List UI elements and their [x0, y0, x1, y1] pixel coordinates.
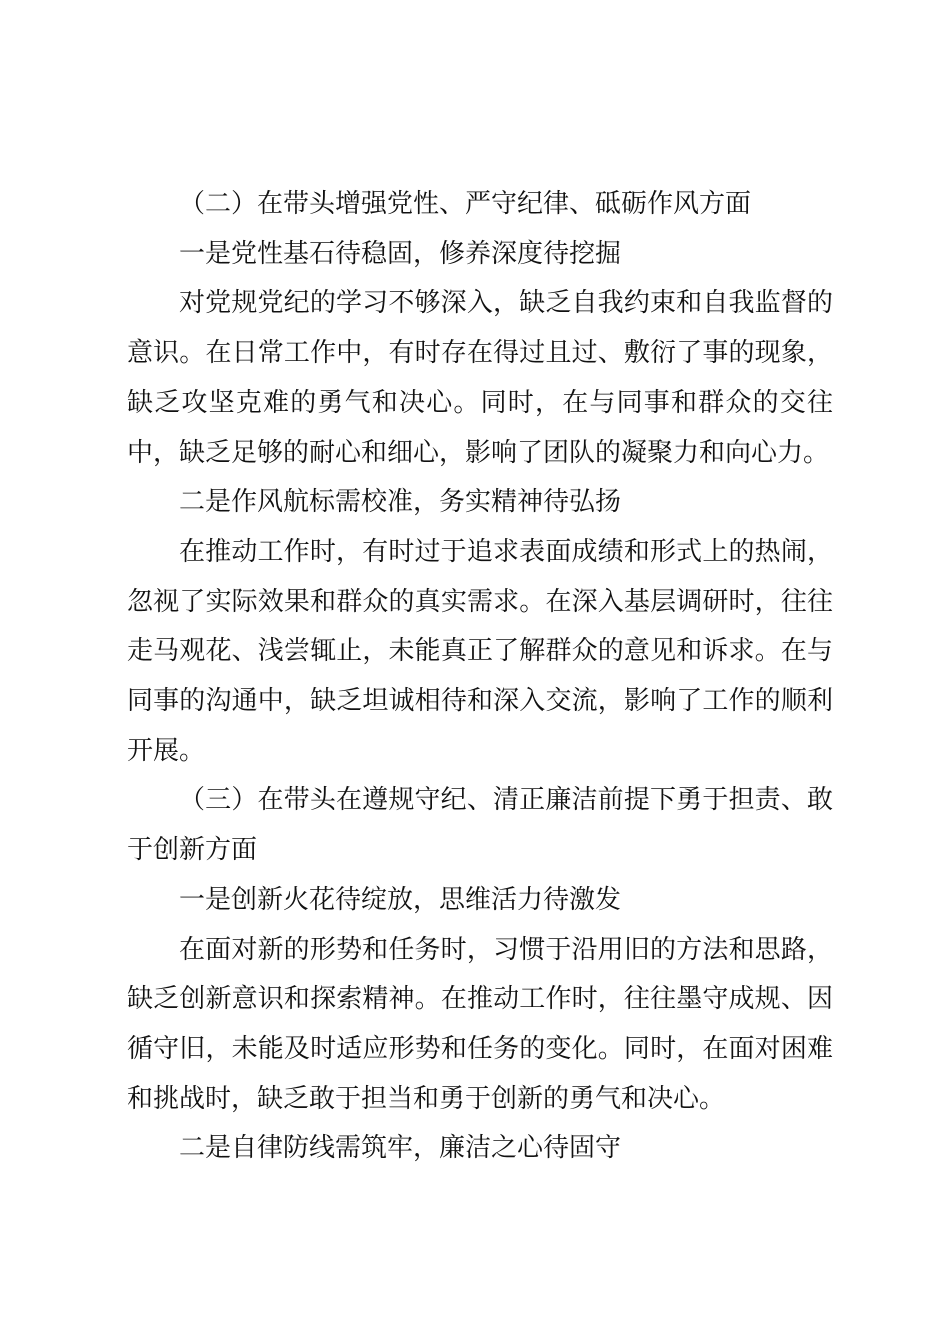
subheading-1: 一是创新火花待绽放，思维活力待激发: [179, 884, 622, 915]
body-paragraph: 对党规党纪的学习不够深入，缺乏自我约束和自我监督的意识。在日常工作中，有时存在得过且过、敷衍了事的现象，缺乏攻坚克难的勇气和决心。同时，在与同事和群众的交往中，缺乏足够的耐心和细心，影响了团队的凝聚力和向心力。: [127, 288, 833, 468]
body-paragraph: 在推动工作时，有时过于追求表面成绩和形式上的热闹，忽视了实际效果和群众的真实需求。在深入基层调研时，往往走马观花、浅尝辄止，未能真正了解群众的意见和诉求。在与同事的沟通中，缺乏坦诚相待和深入交流，影响了工作的顺利开展。: [127, 536, 833, 766]
section-heading-3: （三）在带头在遵规守纪、清正廉洁前提下勇于担责、敢于创新方面: [127, 785, 833, 866]
subheading-2: 二是作风航标需校准，务实精神待弘扬: [179, 487, 622, 518]
section-heading-2: （二）在带头增强党性、严守纪律、砥砺作风方面: [179, 189, 752, 219]
subheading-1: 一是党性基石待稳固，修养深度待挖掘: [179, 238, 622, 269]
document-body: [127, 180, 833, 1174]
subheading-2: 二是自律防线需筑牢，廉洁之心待固守: [179, 1133, 622, 1164]
body-paragraph: 在面对新的形势和任务时，习惯于沿用旧的方法和思路，缺乏创新意识和探索精神。在推动工作时，往往墨守成规、因循守旧，未能及时适应形势和任务的变化。同时，在面对困难和挑战时，缺乏敢于担当和勇于创新的勇气和决心。: [127, 934, 833, 1114]
